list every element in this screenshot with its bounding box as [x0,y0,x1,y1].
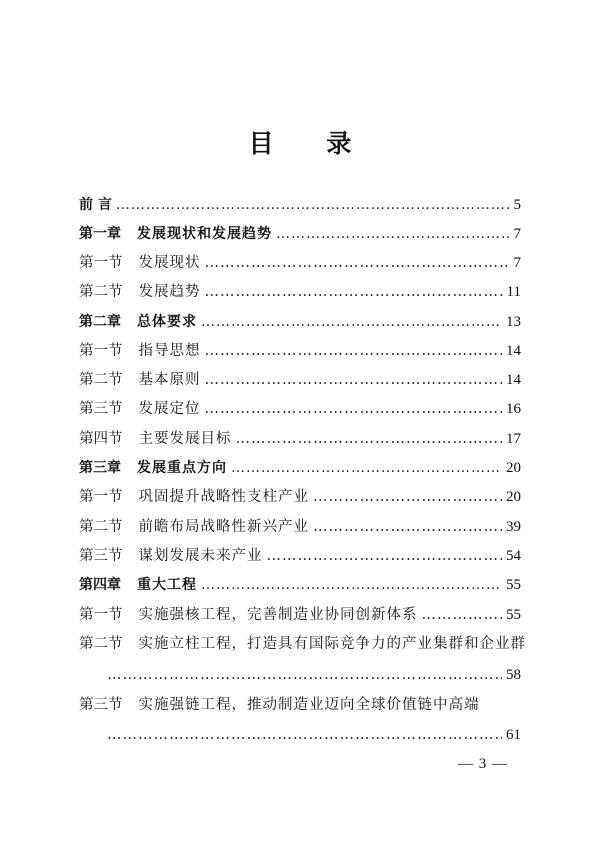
toc-chapter-title: 发展现状和发展趋势 [137,226,272,242]
toc-section-label: 第四节 [79,431,123,447]
toc-page-number: 14 [506,343,521,359]
toc-leader-dots [201,309,502,335]
toc-chapter-title: 重大工程 [137,577,197,593]
toc-page-number: 61 [506,727,521,743]
toc-section-label: 第二节 [79,636,123,652]
toc-leader-dots [313,484,502,510]
toc-section-title: 发展定位 [138,401,201,417]
toc-section-title: 主要发展目标 [138,431,232,447]
toc-section-label: 第一节 [79,489,123,505]
toc-section-title: 指导思想 [138,343,201,359]
toc-section-title: 实施立柱工程，打造具有国际竞争力的产业集群和企业群 [138,636,526,652]
toc-section-title: 实施强核工程，完善制造业协同创新体系 [138,607,418,623]
toc-entry-section[interactable] [79,692,521,718]
toc-section-title: 谋划发展未来产业 [138,548,263,564]
toc-chapter-label: 第一章 [79,226,121,242]
toc-entry-chapter-4[interactable] [79,572,521,598]
toc-section-title: 前瞻布局战略性新兴产业 [138,519,309,535]
toc-page-number: 20 [506,460,521,476]
toc-page-number: 13 [506,314,521,330]
toc-entry-chapter-2[interactable] [79,309,521,335]
toc-page-number: 20 [506,489,521,505]
page-number: — 3 — [458,756,508,772]
toc-section-title: 基本原则 [138,372,201,388]
toc-chapter-label: 第四章 [79,577,121,593]
toc-entry-continuation[interactable] [79,722,521,748]
toc-page-number: 58 [506,667,521,683]
toc-entry-section[interactable] [79,514,521,540]
toc-leader-dots [236,426,503,452]
toc-entry-section[interactable] [79,279,521,305]
toc-chapter-title: 发展重点方向 [137,460,227,476]
toc-chapter-label: 第二章 [79,314,121,330]
toc-section-label: 第一节 [79,607,123,623]
toc-entry-section[interactable] [79,543,521,569]
toc-leader-dots [276,221,510,247]
toc-entry-section[interactable] [79,338,521,364]
toc-leader-dots [107,722,502,748]
toc-entry-preface[interactable] [79,192,521,218]
toc-chapter-label: 前 言 [79,197,112,213]
toc-leader-dots [267,543,503,569]
toc-section-label: 第二节 [79,284,123,300]
toc-entry-section[interactable] [79,602,521,628]
toc-leader-dots [107,662,502,688]
toc-leader-dots [205,396,503,422]
toc-section-label: 第二节 [79,372,123,388]
toc-page-number: 39 [506,519,521,535]
toc-page-number: 55 [506,607,521,623]
toc-page-number: 16 [506,401,521,417]
toc-section-label: 第三节 [79,697,123,713]
toc-section-label: 第二节 [79,519,123,535]
toc-entry-section[interactable] [79,396,521,422]
toc-leader-dots [201,572,502,598]
toc-entry-section[interactable] [79,367,521,393]
toc-section-label: 第三节 [79,548,123,564]
toc-chapter-label: 第三章 [79,460,121,476]
toc-entry-chapter-1[interactable] [79,221,521,247]
toc-page-number: 11 [506,284,521,300]
toc-page-number: 14 [506,372,521,388]
toc-section-label: 第三节 [79,401,123,417]
toc-section-label: 第一节 [79,343,123,359]
toc-section-title: 巩固提升战略性支柱产业 [138,489,309,505]
toc-page-number: 5 [513,197,521,213]
toc-entry-continuation[interactable] [79,662,521,688]
toc-leader-dots [205,279,503,305]
toc-entry-section[interactable] [79,484,521,510]
toc-entry-chapter-3[interactable] [79,455,521,481]
toc-section-title: 发展现状 [138,255,201,271]
toc-chapter-title: 总体要求 [137,314,197,330]
toc-page-number: 7 [513,226,521,242]
toc-page-number: 7 [513,255,521,271]
toc-entry-section[interactable] [79,250,521,276]
toc-section-title: 发展趋势 [138,284,201,300]
toc-page-number: 17 [506,431,521,447]
toc-leader-dots [205,367,503,393]
toc-leader-dots [116,192,510,218]
toc-entry-section[interactable] [79,631,526,657]
toc-leader-dots [422,602,503,628]
toc-page-number: 55 [506,577,521,593]
toc-section-label: 第一节 [79,255,123,271]
page-title: 目 录 [248,129,374,158]
toc-page-number: 54 [506,548,521,564]
toc-leader-dots [231,455,502,481]
toc-entry-section[interactable] [79,426,521,452]
toc-leader-dots [313,514,502,540]
toc-leader-dots [205,250,510,276]
toc-leader-dots [205,338,503,364]
toc-section-title: 实施强链工程，推动制造业迈向全球价值链中高端 [138,697,480,713]
